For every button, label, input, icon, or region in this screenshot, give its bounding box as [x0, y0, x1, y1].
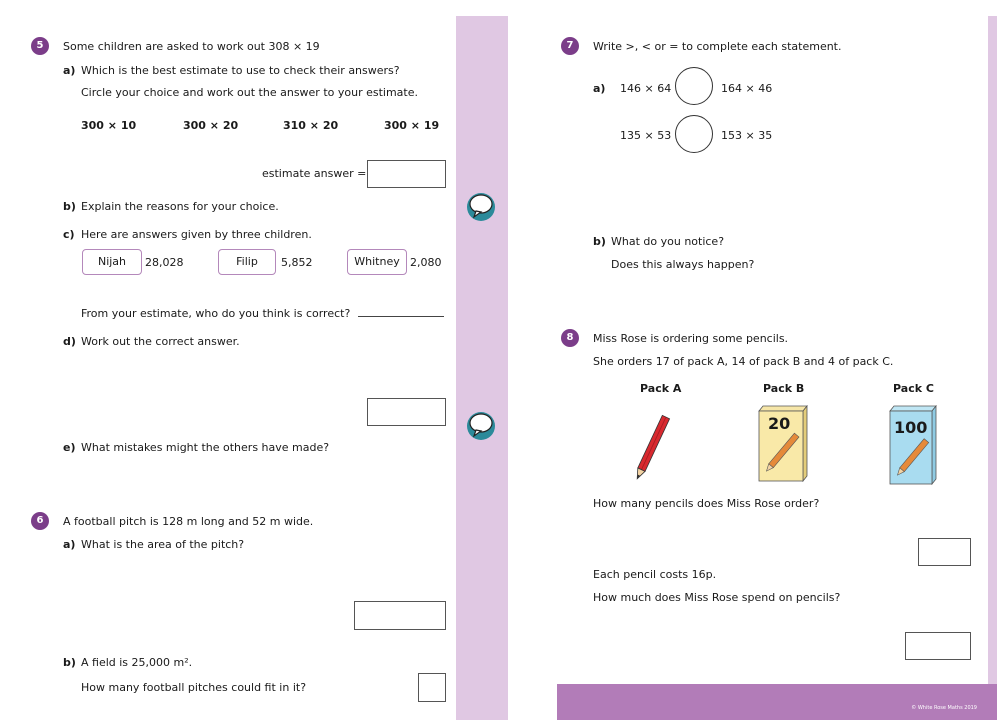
q6a-text: What is the area of the pitch?: [81, 538, 245, 551]
pack-name: Pack B: [763, 382, 805, 395]
pack-count: 20: [768, 414, 791, 433]
child-answer: 5,852: [281, 256, 313, 269]
q5e-text: What mistakes might the others have made?: [81, 441, 330, 454]
q5a-label: a): [63, 64, 76, 77]
child-answer: 2,080: [410, 256, 442, 269]
estimate-option[interactable]: 300 × 19: [384, 119, 440, 132]
answer-line[interactable]: [358, 316, 444, 317]
q6a-label: a): [63, 538, 76, 551]
pack-name: Pack A: [640, 382, 682, 395]
q5e-label: e): [63, 441, 76, 454]
q8-question-2: How much does Miss Rose spend on pencils?: [593, 591, 841, 604]
area-answer-box[interactable]: [354, 601, 446, 630]
pack-count: 100: [894, 418, 928, 437]
question-number: 6: [31, 512, 49, 530]
estimate-label: estimate answer =: [262, 167, 367, 180]
q7b-text: What do you notice?: [611, 235, 725, 248]
q5d-text: Work out the correct answer.: [81, 335, 240, 348]
expression-left: 135 × 53: [620, 129, 672, 142]
question-number: 8: [561, 329, 579, 347]
comparison-circle[interactable]: [675, 67, 713, 105]
q6b-question: How many football pitches could fit in it?: [81, 681, 307, 694]
q8-cost-text: Each pencil costs 16p.: [593, 568, 717, 581]
estimate-answer-box[interactable]: [367, 160, 446, 188]
expression-left: 146 × 64: [620, 82, 672, 95]
q7-stem: Write >, < or = to complete each statement.: [593, 40, 842, 53]
pencil-pack-c-icon: [887, 405, 937, 485]
q6b-label: b): [63, 656, 76, 669]
q5c-question: From your estimate, who do you think is correct?: [81, 307, 351, 320]
margin-strip-left: [456, 16, 508, 720]
child-name-tag: Whitney: [347, 249, 407, 275]
q5-stem: Some children are asked to work out 308 × 19: [63, 40, 320, 53]
correct-answer-box[interactable]: [367, 398, 446, 426]
child-name-tag: Filip: [218, 249, 276, 275]
pencil-count-answer-box[interactable]: [918, 538, 971, 566]
pack-name: Pack C: [893, 382, 934, 395]
pencil-icon: [632, 410, 672, 485]
q5d-label: d): [63, 335, 76, 348]
expression-right: 164 × 46: [721, 82, 773, 95]
q7b-label: b): [593, 235, 606, 248]
q6b-text: A field is 25,000 m².: [81, 656, 193, 669]
footer-bar: [557, 684, 997, 720]
discussion-speech-icon: [466, 191, 496, 221]
q5c-label: c): [63, 228, 75, 241]
discussion-speech-icon: [466, 410, 496, 440]
estimate-option[interactable]: 300 × 10: [81, 119, 137, 132]
estimate-option[interactable]: 300 × 20: [183, 119, 239, 132]
estimate-option[interactable]: 310 × 20: [283, 119, 339, 132]
copyright-text: © White Rose Maths 2019: [911, 705, 977, 711]
pitches-answer-box[interactable]: [418, 673, 446, 702]
q8-stem-2: She orders 17 of pack A, 14 of pack B and 4 of pack C.: [593, 355, 894, 368]
q8-question-1: How many pencils does Miss Rose order?: [593, 497, 820, 510]
question-number: 7: [561, 37, 579, 55]
q5b-label: b): [63, 200, 76, 213]
q8-stem: Miss Rose is ordering some pencils.: [593, 332, 789, 345]
q5a-instruction: Circle your choice and work out the answer to your estimate.: [81, 86, 418, 99]
q7a-label: a): [593, 82, 606, 95]
margin-strip-right: [988, 16, 997, 720]
q5a-text: Which is the best estimate to use to check their answers?: [81, 64, 400, 77]
expression-right: 153 × 35: [721, 129, 773, 142]
cost-answer-box[interactable]: [905, 632, 971, 660]
child-name-tag: Nijah: [82, 249, 142, 275]
q6-stem: A football pitch is 128 m long and 52 m wide.: [63, 515, 314, 528]
q7b-question: Does this always happen?: [611, 258, 755, 271]
q5b-text: Explain the reasons for your choice.: [81, 200, 279, 213]
comparison-circle[interactable]: [675, 115, 713, 153]
question-number: 5: [31, 37, 49, 55]
q5c-text: Here are answers given by three children.: [81, 228, 312, 241]
child-answer: 28,028: [145, 256, 184, 269]
